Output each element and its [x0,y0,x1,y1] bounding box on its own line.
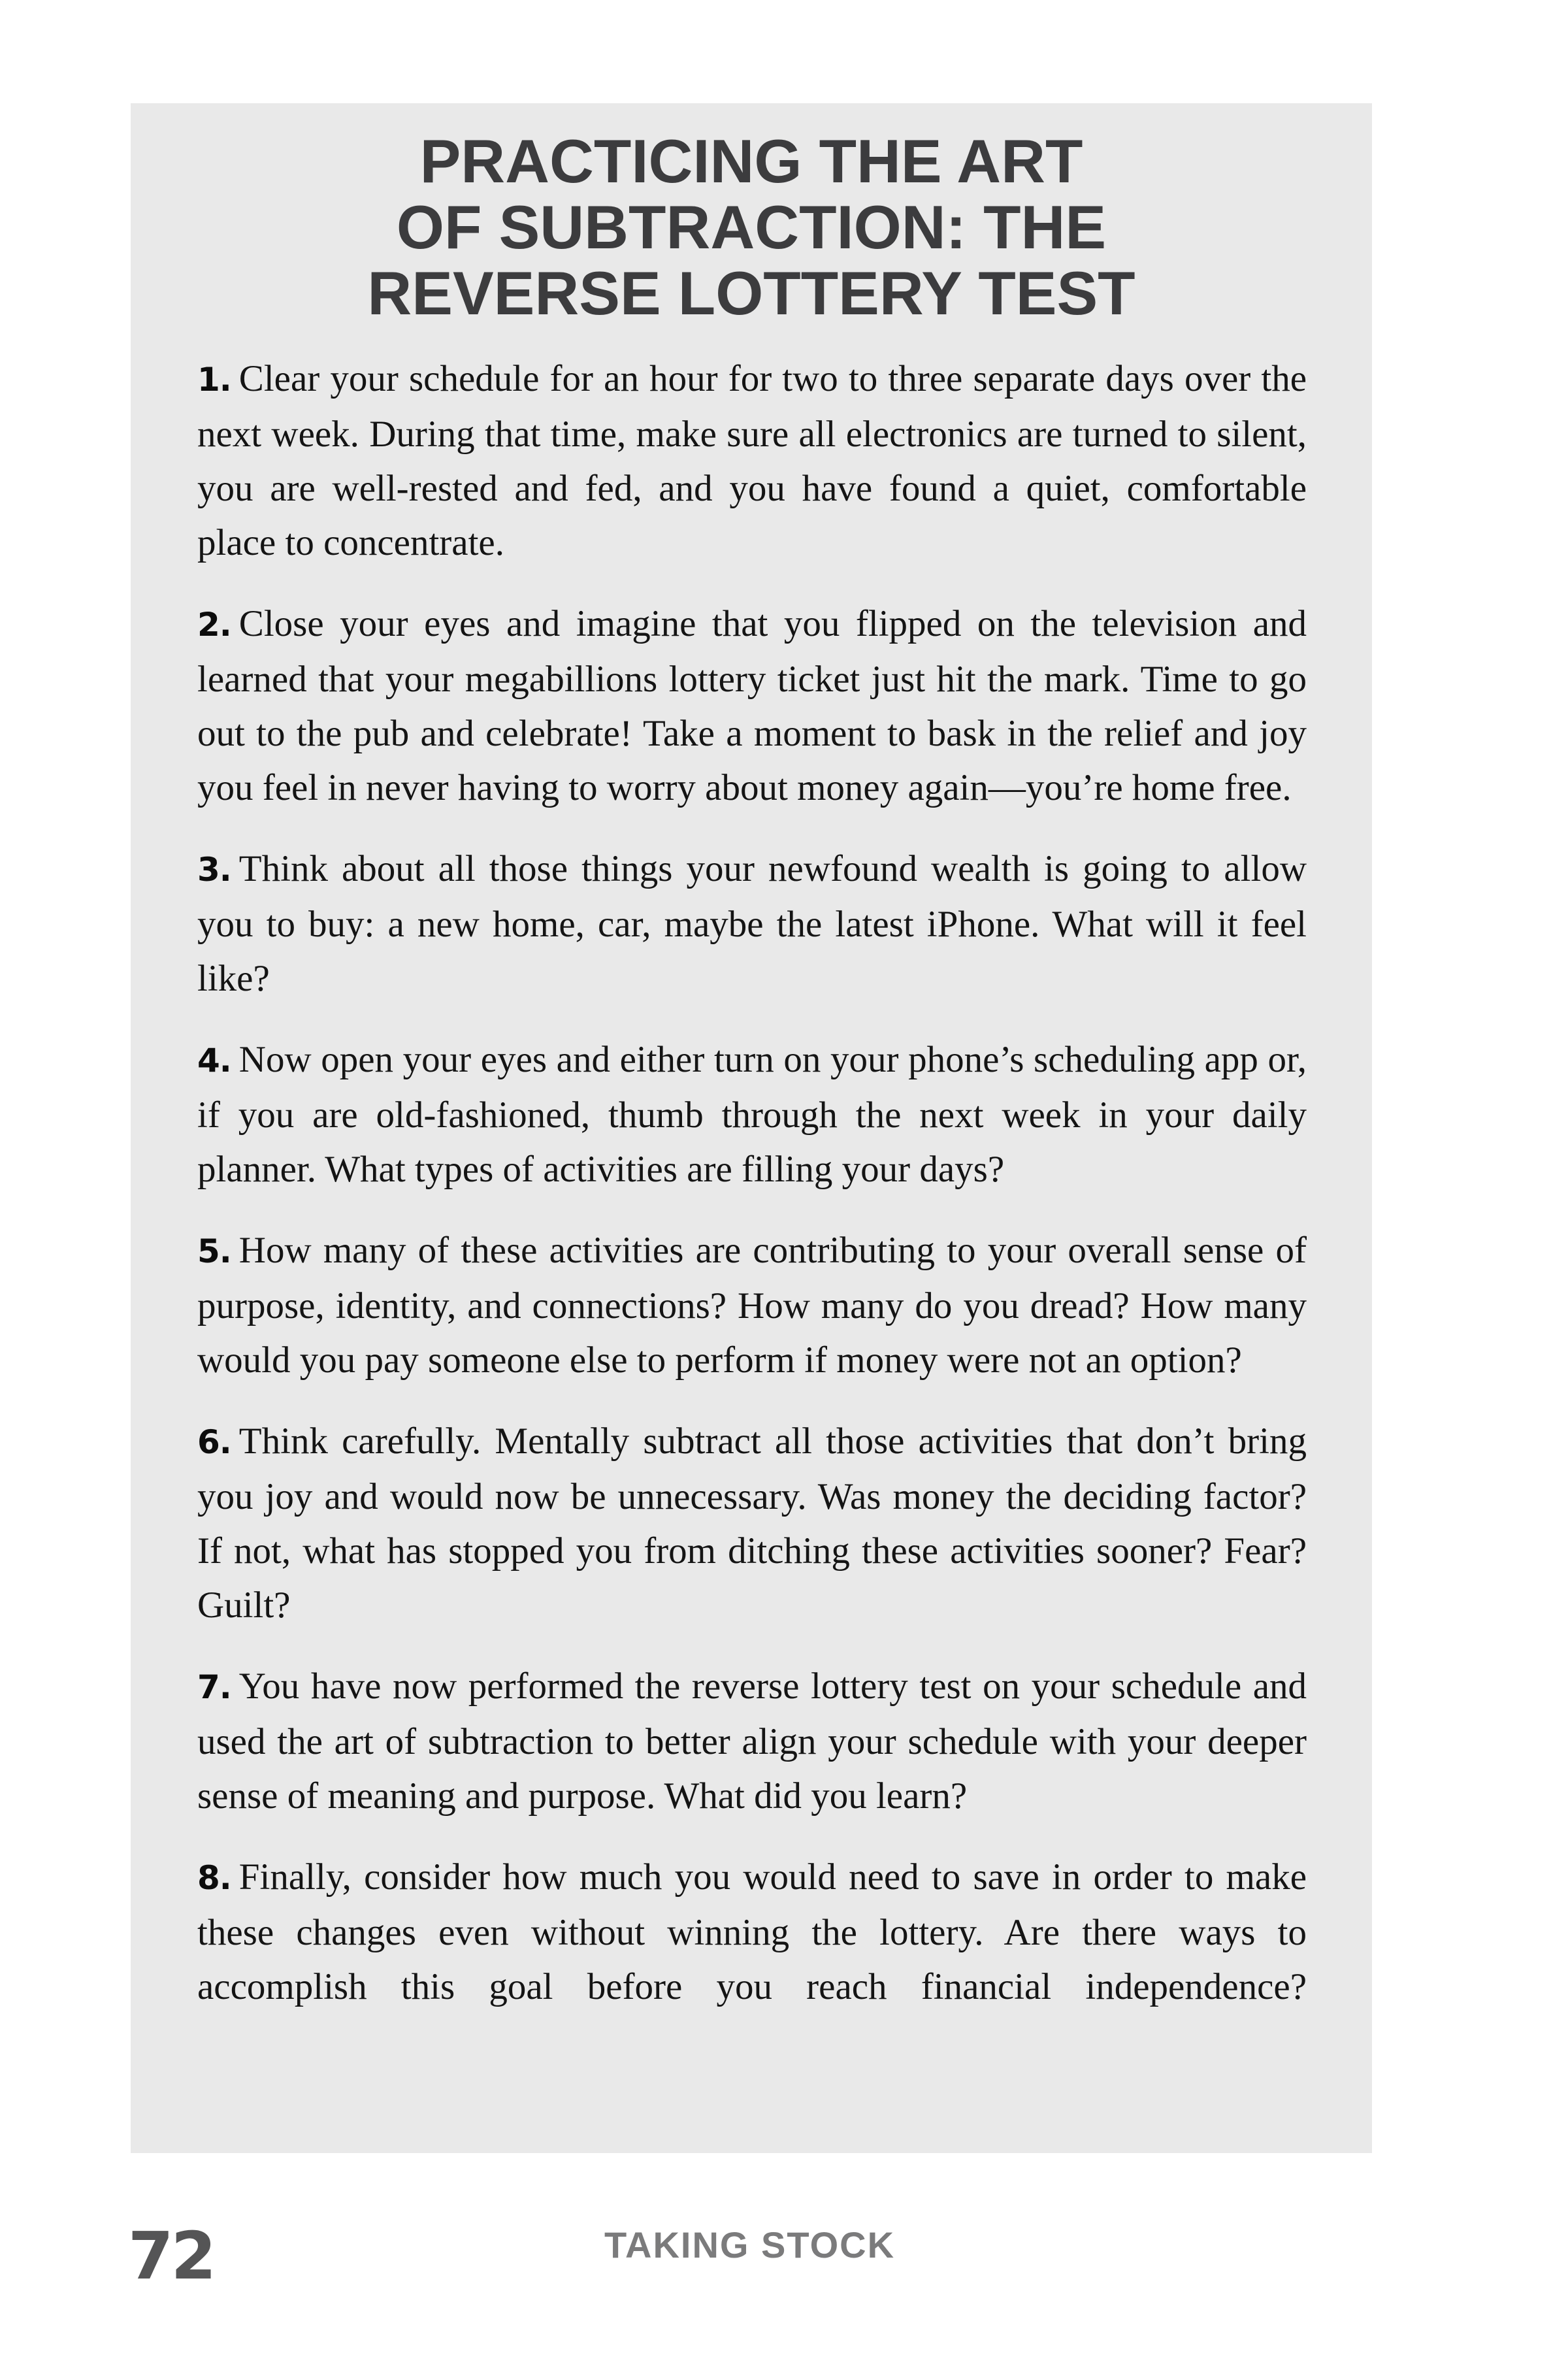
step-text: Clear your schedule for an hour for two to three separate days over the next week. During that time, make sure all electronics are turned to silent, you are well-rested and fed, and you have found a quiet, comfortable place to concentrate. [197,358,1307,563]
exercise-steps-list [197,352,1307,2041]
exercise-step [197,352,1307,570]
exercise-step [197,1850,1307,2014]
step-number: 4. [197,1042,231,1079]
step-number: 1. [197,361,231,399]
step-text: How many of these activities are contributing to your overall sense of purpose, identity, and connections? How many do you dread? How many would you pay someone else to perform if money were not an option? [197,1230,1307,1381]
exercise-step [197,1032,1307,1196]
exercise-title-line: REVERSE LOTTERY TEST [367,259,1135,327]
step-number: 8. [197,1859,231,1897]
step-number: 3. [197,851,231,889]
exercise-title-line: PRACTICING THE ART [419,127,1083,195]
exercise-step [197,1659,1307,1823]
exercise-title-line: OF SUBTRACTION: THE [396,193,1107,261]
step-number: 2. [197,606,231,644]
exercise-step [197,842,1307,1006]
exercise-step [197,1414,1307,1632]
running-head: TAKING STOCK [604,2224,896,2265]
step-text: Close your eyes and imagine that you flipped on the television and learned that your megabillions lottery ticket just hit the mark. Time to go out to the pub and celebrate! Take a moment to bask in the relief and joy you feel in never having to worry about money again—you’re home free. [197,603,1307,808]
exercise-sidebar-box [131,103,1372,2153]
step-text: Now open your eyes and either turn on your phone’s scheduling app or, if you are old-fashioned, thumb through the next week in your daily planner. What types of activities are filling your days? [197,1039,1307,1190]
exercise-step [197,597,1307,815]
step-number: 5. [197,1232,231,1270]
step-text: Think about all those things your newfound wealth is going to allow you to buy: a new home, car, maybe the latest iPhone. What will it feel like? [197,848,1307,999]
step-number: 7. [197,1668,231,1706]
step-number: 6. [197,1423,231,1461]
page-number: 72 [128,2218,214,2294]
step-text: Finally, consider how much you would need to save in order to make these changes even without winning the lottery. Are there ways to accomplish this goal before you reach financial independence? [197,1856,1307,2007]
exercise-step [197,1223,1307,1387]
exercise-title [131,128,1372,326]
step-text: Think carefully. Mentally subtract all those activities that don’t bring you joy and would now be unnecessary. Was money the deciding factor? If not, what has stopped you from ditching these activities sooner? Fear? Guilt? [197,1421,1307,1626]
step-text: You have now performed the reverse lottery test on your schedule and used the art of subtraction to better align your schedule with your deeper sense of meaning and purpose. What did you learn? [197,1666,1307,1817]
